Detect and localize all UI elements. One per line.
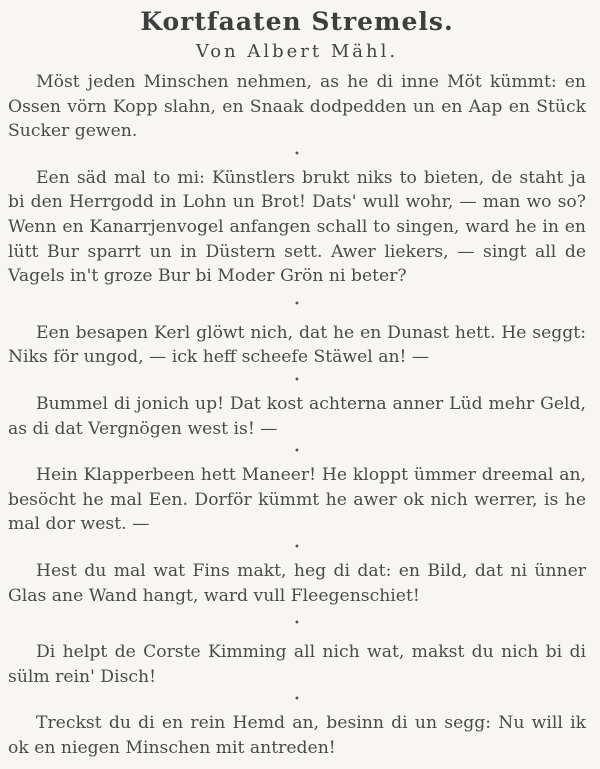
separator-dot: • bbox=[294, 618, 300, 630]
paragraph-6: Hest du mal wat Fins makt, heg di dat: en Bild, dat ni ünner Glas ane Wand hangt, ward vull Fleegenschiet! bbox=[8, 560, 586, 606]
paragraph-5: Hein Klapperbeen hett Maneer! He kloppt ümmer dreemal an, besöcht he mal Een. Dorför kümmt he awer ok nich werrer, is he mal dor west. — bbox=[8, 465, 586, 535]
author-byline: Von Albert Mähl. bbox=[195, 41, 399, 62]
separator-dot: • bbox=[294, 374, 300, 386]
separator-dot: • bbox=[294, 694, 300, 706]
paragraph-1: Möst jeden Minschen nehmen, as he di inne Möt kümmt: en Ossen vörn Kopp slahn, en Snaak dodpedden un en Aap en Stück Sucker gewen. bbox=[8, 72, 586, 142]
paragraph-3: Een besapen Kerl glöwt nich, dat he en Dunast hett. He seggt: Niks för ungod, — ick heff scheefe Stäwel an! — bbox=[8, 322, 586, 368]
paragraph-4: Bummel di jonich up! Dat kost achterna anner Lüd mehr Geld, as di dat Vergnögen west is! — bbox=[8, 393, 586, 439]
paragraph-2: Een säd mal to mi: Künstlers brukt niks to bieten, de staht ja bi den Herrgodd in Lohn un Brot! Dats' wull wohr, — man wo so? Wenn en Kanarrjenvogel anfangen schall to singen, ward he in en lütt Bur sparrt un in Düstern sett. Awer liekers, — singt all de Vagels in't groze Bur bi Moder Grön ni beter? bbox=[8, 167, 586, 287]
separator-dot: • bbox=[294, 148, 300, 160]
page-title: Kortfaaten Stremels. bbox=[140, 7, 454, 36]
separator-dot: • bbox=[294, 541, 300, 553]
paragraph-7: Di helpt de Corste Kimming all nich wat, makst du nich bi di sülm rein' Disch! bbox=[8, 642, 586, 687]
separator-dot: • bbox=[294, 298, 300, 310]
paragraph-8: Treckst du di en rein Hemd an, besinn di un segg: Nu will ik ok en niegen Minschen mit antreden! bbox=[8, 713, 586, 758]
separator-dot: • bbox=[294, 446, 300, 458]
